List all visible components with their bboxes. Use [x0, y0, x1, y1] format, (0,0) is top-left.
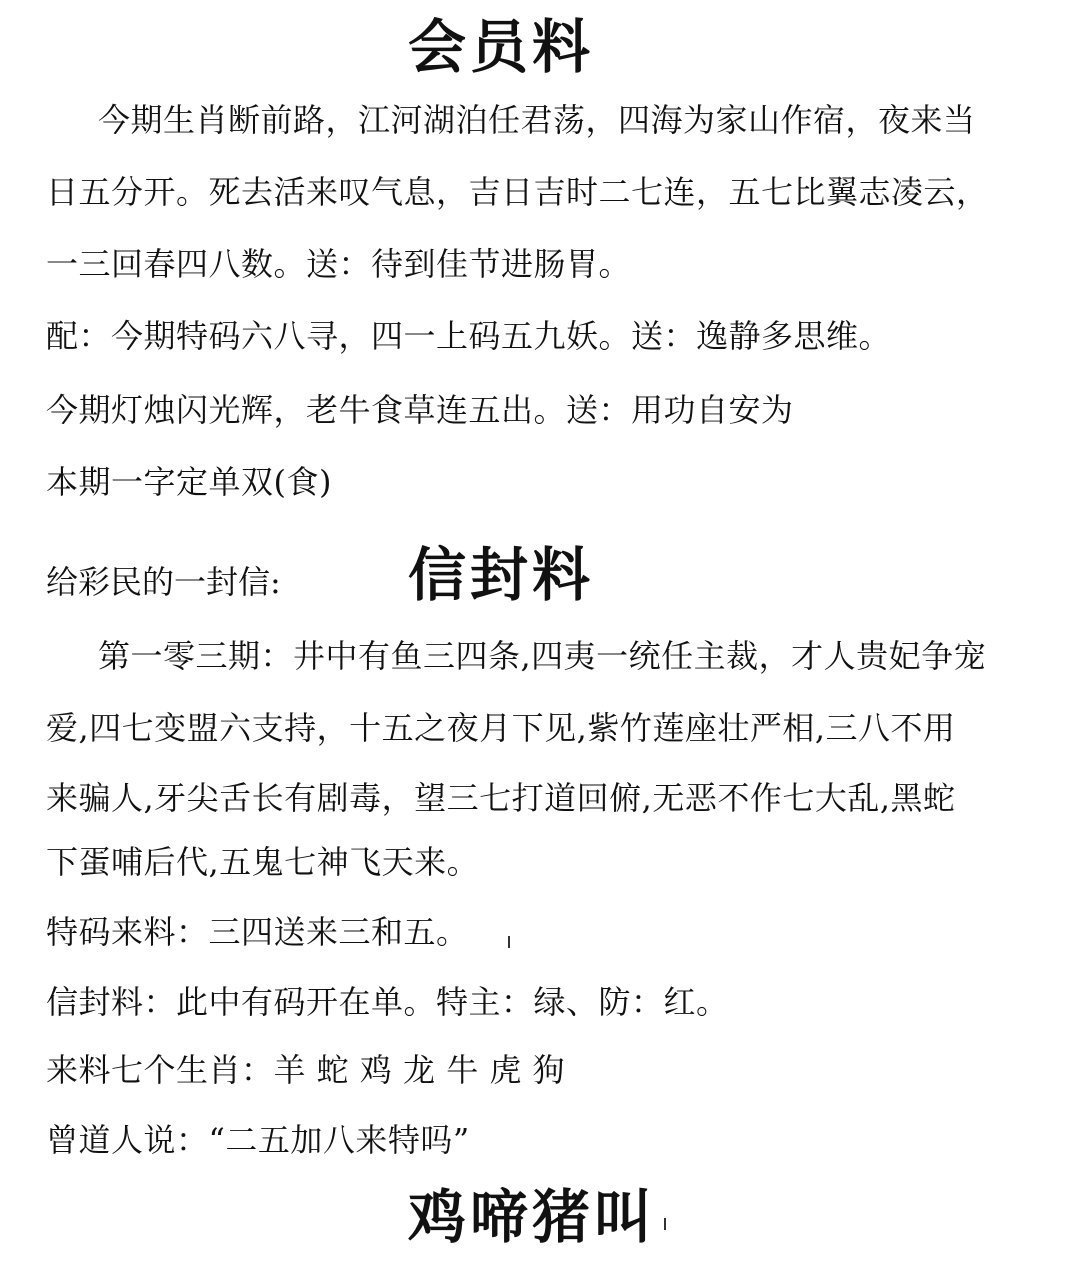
member-line-6: 本期一字定单双(食) [46, 463, 332, 501]
letter-line-2: 爱,四七变盟六支持，十五之夜月下见,紫竹莲座壮严相,三八不用 [46, 709, 956, 747]
letter-line-8: 曾道人说：“二五加八来特吗” [46, 1121, 470, 1159]
footer-title: 鸡啼猪叫 [408, 1183, 657, 1251]
letter-line-5: 特码来料：三四送来三和五。 [46, 913, 469, 951]
member-line-3: 一三回春四八数。送：待到佳节进肠胃。 [46, 245, 632, 283]
letter-line-1: 第一零三期：井中有鱼三四条,四夷一统任主裁，才人贵妃争宠 [98, 637, 987, 675]
member-section-title: 会员料 [408, 13, 595, 81]
scan-speck [664, 1218, 666, 1230]
scan-speck [508, 936, 510, 948]
letter-line-7: 来料七个生肖：羊 蛇 鸡 龙 牛 虎 狗 [46, 1051, 566, 1089]
letter-line-6: 信封料：此中有码开在单。特主：绿、防：红。 [46, 983, 729, 1021]
member-line-4: 配：今期特码六八寻，四一上码五九妖。送：逸静多思维。 [46, 317, 892, 355]
member-line-2: 日五分开。死去活来叹气息，吉日吉时二七连，五七比翼志凌云， [46, 173, 989, 211]
letter-line-4: 下蛋哺后代,五鬼七神飞天来。 [46, 843, 480, 881]
letter-lead-label: 给彩民的一封信: [46, 563, 281, 601]
letter-section-title: 信封料 [408, 541, 595, 609]
member-line-1: 今期生肖断前路，江河湖泊任君荡，四海为家山作宿，夜来当 [98, 101, 976, 139]
member-line-5: 今期灯烛闪光辉，老牛食草连五出。送：用功自安为 [46, 391, 794, 429]
letter-line-3: 来骗人,牙尖舌长有剧毒，望三七打道回俯,无恶不作七大乱,黑蛇 [46, 779, 956, 817]
